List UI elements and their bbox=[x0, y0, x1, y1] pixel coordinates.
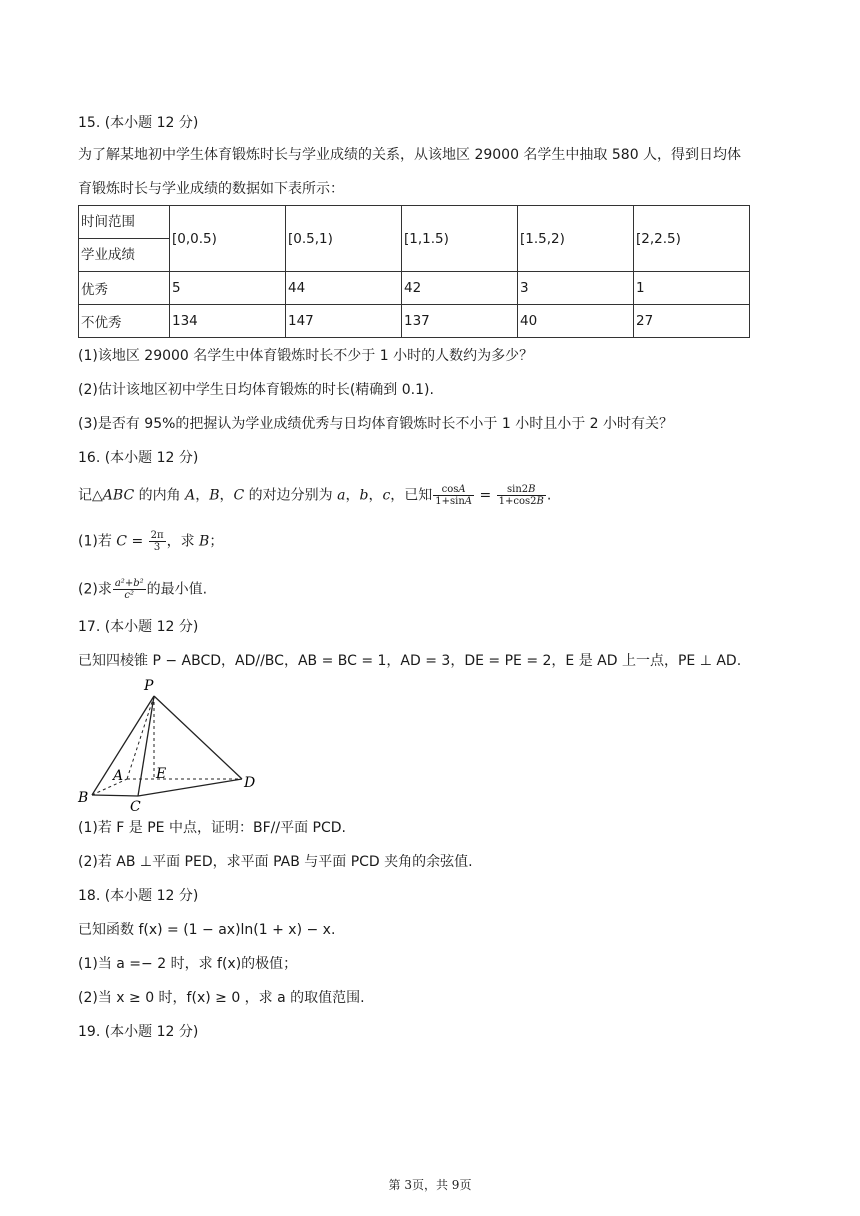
q16-part2: (2)求 $\frac{\text{a²+b²}}{\text{c²}}$ 的最小值. bbox=[78, 578, 208, 601]
edge-CD bbox=[138, 779, 242, 796]
q15-part1: (1)该地区 29000 名学生中体育锻炼时长不少于 1 小时的人数约为多少？ bbox=[78, 348, 534, 364]
q16-part1: (1)若 C = $\frac{2\pi}{3}$ ，求 B； bbox=[78, 530, 224, 553]
table-cell: 27 bbox=[634, 305, 750, 338]
q18-part2: (2)当 x ≥ 0 时，f(x) ≥ 0 ，求 a 的取值范围. bbox=[78, 990, 365, 1006]
table-corner-bottom: 学业成绩 bbox=[81, 247, 135, 263]
q17-part1: (1)若 F 是 PE 中点，证明：BF//平面 PCD. bbox=[78, 820, 346, 836]
label-D: D bbox=[244, 775, 256, 791]
q15-intro-line2: 育锻炼时长与学业成绩的数据如下表所示： bbox=[78, 181, 344, 197]
table-cell: 3 bbox=[518, 272, 634, 305]
q15-intro-line1: 为了解某地初中学生体育锻炼时长与学业成绩的关系，从该地区 29000 名学生中抽取 580 人，得到日均体 bbox=[78, 147, 742, 163]
table-cell: 134 bbox=[170, 305, 286, 338]
table-cell: 42 bbox=[402, 272, 518, 305]
q17-heading: 17. (本小题 12 分) bbox=[78, 619, 199, 635]
edge-BC bbox=[92, 795, 138, 796]
table-corner-top: 时间范围 bbox=[79, 206, 169, 239]
edge-PD bbox=[154, 696, 242, 779]
fraction-a2b2-over-c2: $\frac{\text{a²+b²}}{\text{c²}}$ bbox=[114, 578, 144, 601]
q17-stem: 已知四棱锥 P − ABCD，AD//BC，AB = BC = 1，AD = 3，DE = PE = 2，E 是 AD 上一点，PE ⊥ AD. bbox=[78, 653, 742, 669]
edge-PA-dashed bbox=[127, 696, 154, 779]
fraction-sin2B: $\frac{\text{sin2𝐵}}{\text{1+cos2𝐵}}$ bbox=[498, 484, 544, 507]
q15-part3: (3)是否有 95%的把握认为学业成绩优秀与日均体育锻炼时长不小于 1 小时且小于 2 小时有关？ bbox=[78, 416, 674, 432]
label-A: A bbox=[113, 768, 124, 784]
q18-stem: 已知函数 f(x) = (1 − ax)ln(1 + x) − x. bbox=[78, 922, 336, 938]
label-P: P bbox=[144, 678, 154, 694]
pyramid-figure bbox=[76, 676, 266, 816]
q17-part2: (2)若 AB ⊥平面 PED，求平面 PAB 与平面 PCD 夹角的余弦值. bbox=[78, 854, 473, 870]
label-C: C bbox=[130, 799, 141, 815]
q18-heading: 18. (本小题 12 分) bbox=[78, 888, 199, 904]
fraction-2pi-over-3: $\frac{2\pi}{3}$ bbox=[150, 530, 164, 553]
table-column-header: [2,2.5) bbox=[634, 206, 750, 272]
q16-heading: 16. (本小题 12 分) bbox=[78, 450, 199, 466]
table-column-header: [0,0.5) bbox=[170, 206, 286, 272]
table-cell: 40 bbox=[518, 305, 634, 338]
label-B: B bbox=[78, 790, 89, 806]
table-row-label: 不优秀 bbox=[79, 305, 170, 338]
table-cell: 44 bbox=[286, 272, 402, 305]
fraction-cosA: $\frac{\text{cos𝐴}}{\text{1+sin𝐴}}$ bbox=[435, 484, 473, 507]
table-row bbox=[79, 305, 750, 338]
table-row-label: 优秀 bbox=[79, 272, 170, 305]
table-cell: 1 bbox=[634, 272, 750, 305]
table-cell: 137 bbox=[402, 305, 518, 338]
table-column-header: [0.5,1) bbox=[286, 206, 402, 272]
table-cell: 5 bbox=[170, 272, 286, 305]
table-cell: 147 bbox=[286, 305, 402, 338]
table-row bbox=[79, 272, 750, 305]
table-column-header: [1,1.5) bbox=[402, 206, 518, 272]
label-E: E bbox=[156, 766, 167, 782]
q19-heading: 19. (本小题 12 分) bbox=[78, 1024, 199, 1040]
q15-heading: 15. (本小题 12 分) bbox=[78, 115, 199, 131]
table-corner-cell bbox=[79, 206, 170, 272]
edge-PC bbox=[138, 696, 154, 796]
table-column-header: [1.5,2) bbox=[518, 206, 634, 272]
q15-part2: (2)估计该地区初中学生日均体育锻炼的时长(精确到 0.1). bbox=[78, 382, 434, 398]
page-footer: 第 3页，共 9页 bbox=[388, 1178, 472, 1192]
q16-stem: 记△ABC 的内角 A，B，C 的对边分别为 a，b，c，已知 $\frac{\text{cos𝐴}}{\text{1+sin𝐴}}$ = $\frac{\text{sin2𝐵}}{\text{1+cos2𝐵}}$ . bbox=[78, 484, 552, 507]
q15-data-table bbox=[78, 205, 750, 338]
q18-part1: (1)当 a =− 2 时，求 f(x)的极值； bbox=[78, 956, 298, 972]
